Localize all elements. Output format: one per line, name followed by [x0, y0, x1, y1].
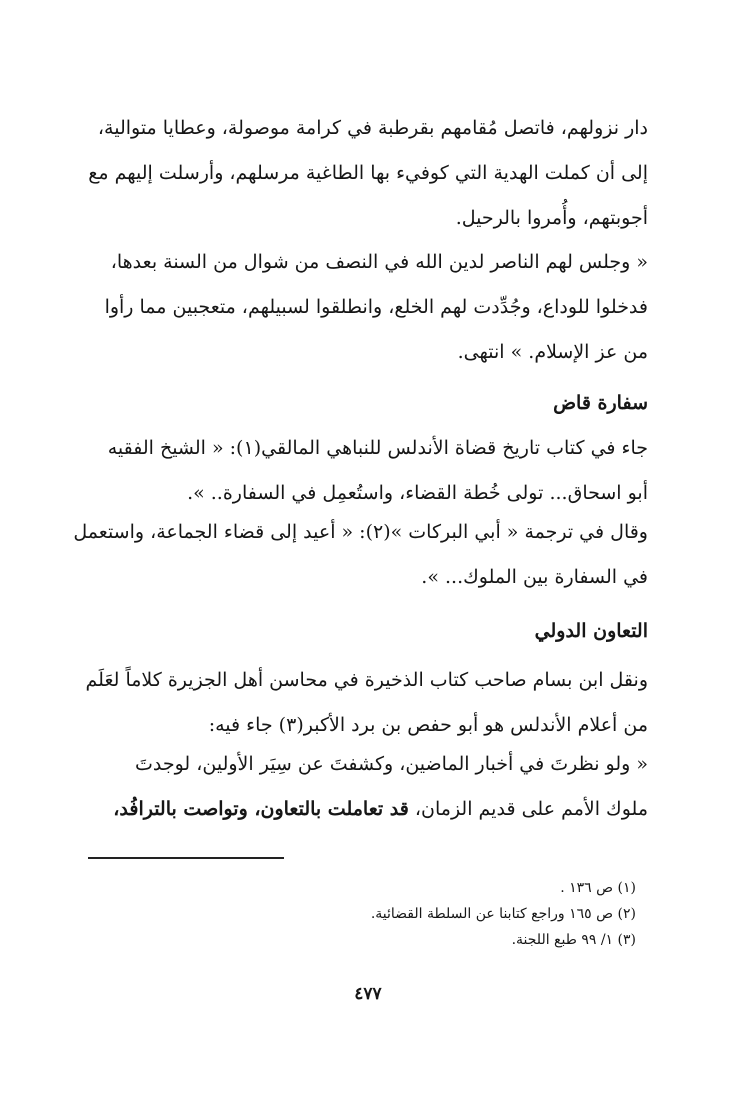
footnote-2: (٢) ص ١٦٥ وراجع كتابنا عن السلطة القضائية. [370, 906, 636, 922]
text-line: من عز الإسلام. » انتهى. [457, 341, 648, 363]
text-line: إلى أن كملت الهدية التي كوفيء بها الطاغية مرسلهم، وأرسلت إليهم مع [88, 162, 648, 184]
paragraph-farewell [88, 240, 648, 375]
text-line: وقال في ترجمة « أبي البركات »(٢): « أعيد إلى قضاء الجماعة، واستعمل [73, 521, 648, 543]
paragraph-reception [88, 106, 648, 241]
footnote-divider [88, 857, 284, 859]
section-heading-international-cooperation: التعاون الدولي [534, 620, 648, 642]
text-line: ونقل ابن بسام صاحب كتاب الذخيرة في محاسن أهل الجزيرة كلاماً لعَلَم [85, 669, 648, 691]
text-line: أبو اسحاق... تولى خُطة القضاء، واستُعمِل في السفارة.. ». [187, 482, 648, 504]
text-line [88, 787, 648, 832]
footnote-1: (١) ص ١٣٦ . [560, 880, 636, 896]
text-line: دار نزولهم، فاتصل مُقامهم بقرطبة في كرامة موصولة، وعطايا متوالية، [97, 117, 648, 139]
text-line: « ولو نظرتَ في أخبار الماضين، وكشفتَ عن سِيَر الأولين، لوجدتَ [135, 753, 648, 775]
text-line: « وجلس لهم الناصر لدين الله في النصف من شوال من السنة بعدها، [110, 251, 648, 273]
text-line: فدخلوا للوداع، وجُدِّدت لهم الخلع، وانطلقوا لسبيلهم، متعجبين مما رأوا [104, 296, 648, 318]
paragraph-judges-history [88, 426, 648, 516]
text-line: جاء في كتاب تاريخ قضاة الأندلس للنباهي المالقي(١): « الشيخ الفقيه [107, 437, 648, 459]
text-line: أجوبتهم، وأُمروا بالرحيل. [455, 207, 648, 229]
text-fragment: ملوك الأمم على قديم الزمان، [408, 798, 648, 820]
footnote-3: (٣) ١/ ٩٩ طبع اللجنة. [511, 932, 636, 948]
page-number: ٤٧٧ [354, 984, 382, 1004]
paragraph-quote-kings [88, 742, 648, 832]
bold-text-fragment: قد تعاملت بالتعاون، وتواصت بالترافُد، [113, 798, 409, 820]
paragraph-abi-barakat [73, 510, 648, 600]
section-heading-judge-embassy: سفارة قاض [553, 392, 648, 414]
paragraph-ibn-bassam [85, 658, 648, 748]
text-line: من أعلام الأندلس هو أبو حفص بن برد الأكبر(٣) جاء فيه: [208, 714, 648, 736]
text-line: في السفارة بين الملوك... ». [421, 566, 648, 588]
